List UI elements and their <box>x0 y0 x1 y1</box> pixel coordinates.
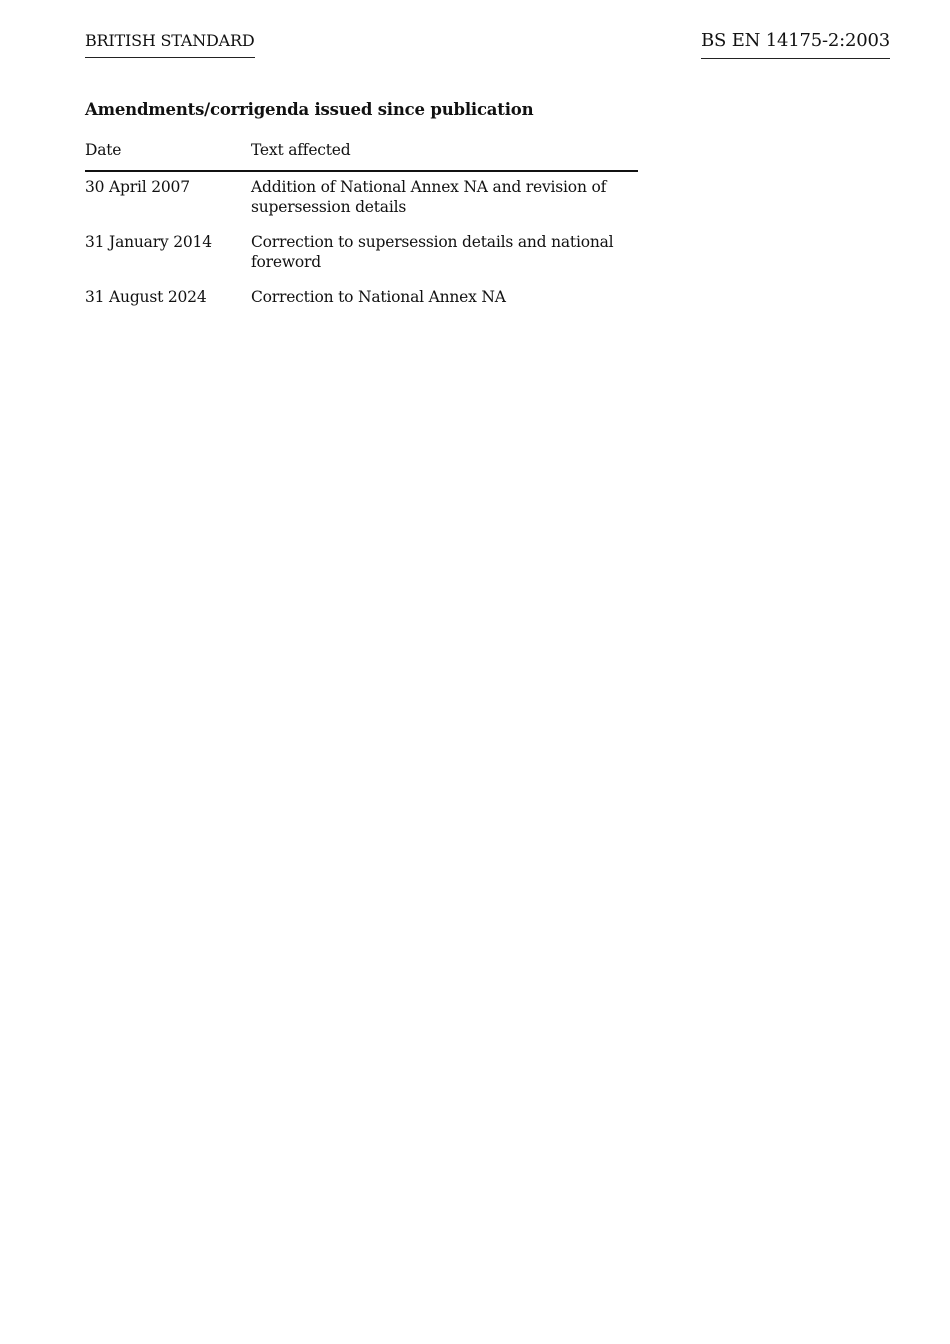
column-header-date: Date <box>85 140 251 171</box>
table-row <box>85 171 638 232</box>
header-british-standard: BRITISH STANDARD <box>85 31 255 58</box>
amendments-title: Amendments/corrigenda issued since publication <box>85 100 534 119</box>
amendment-date: 31 January 2014 <box>85 233 212 251</box>
header-standard-number: BS EN 14175-2:2003 <box>701 30 890 59</box>
table-row <box>85 287 638 322</box>
amendment-date: 31 August 2024 <box>85 288 207 306</box>
amendment-text: Correction to supersession details and national foreword <box>251 233 614 271</box>
amendment-date: 30 April 2007 <box>85 178 190 196</box>
amendment-text: Addition of National Annex NA and revision of supersession details <box>251 178 607 216</box>
table-row <box>85 232 638 287</box>
amendment-text: Correction to National Annex NA <box>251 288 506 306</box>
column-header-text-affected: Text affected <box>251 140 638 171</box>
amendments-table <box>85 140 638 322</box>
amendments-header-row <box>85 140 638 171</box>
